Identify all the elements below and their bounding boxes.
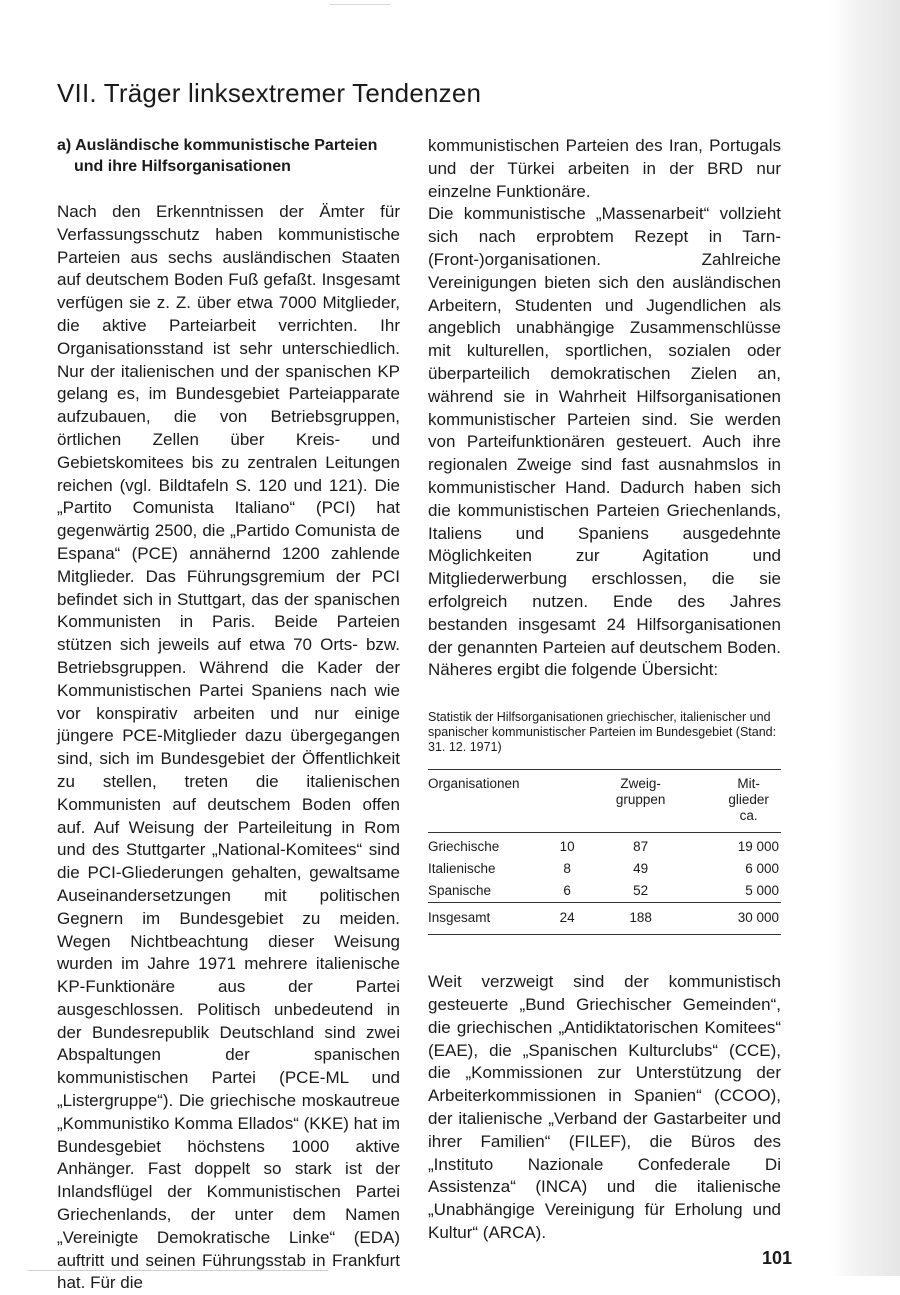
- table-row: [428, 858, 781, 880]
- total-members: 30 000: [737, 910, 779, 926]
- total-branches: 188: [629, 910, 652, 926]
- row-label: Spanische: [428, 883, 492, 899]
- table-caption: Statistik der Hilfsorganisationen griechischer, italienischer und spanischer kommunistischer Parteien im Bundesgebiet (Stand: 31. 12. 1971): [428, 710, 777, 755]
- table-row: [428, 833, 781, 859]
- chapter-title: VII. Träger linksextremer Tendenzen: [57, 78, 482, 108]
- table-total-row: [428, 903, 781, 935]
- header-branches: Zweig- gruppen: [615, 776, 666, 808]
- page-number: 101: [762, 1248, 793, 1268]
- right-column-paragraph-3: Weit verzweigt sind der kommunistisch gesteuerte „Bund Griechischer Gemeinden“, die griechischen „Antidiktatorischen Komitees“ (EAE), die „Spanischen Kulturclubs“ (CCE), die „Kommissionen zur Unterstützung der Arbeiterkommissionen in Spanien“ (CCOO), der italienische „Verband der Gastarbeiter und ihrer Familien“ (FILEF), die Büros des „Instituto Nazionale Confederale Di Assistenza“ (INCA) und die italienische „Unabhängige Vereinigung für Erholung und Kultur“ (ARCA).: [428, 972, 781, 1242]
- section-title-line2: und ihre Hilfsorganisationen: [74, 158, 291, 175]
- bottom-scan-mark: [28, 1270, 328, 1271]
- row-count: 10: [559, 839, 575, 855]
- row-branches: 49: [633, 861, 649, 877]
- section-title-line1: a) Ausländische kommunistische Parteien: [57, 137, 378, 154]
- right-column: [428, 135, 781, 1245]
- row-branches: 52: [633, 883, 649, 899]
- left-column: [57, 135, 400, 1295]
- row-label: Italienische: [428, 861, 496, 877]
- header-members: Mit- glieder ca.: [728, 776, 769, 824]
- top-scan-mark: [330, 4, 390, 5]
- table-header-row: [428, 770, 781, 833]
- section-title: [57, 135, 400, 177]
- row-branches: 87: [633, 839, 649, 855]
- right-column-paragraph-1: kommunistischen Parteien des Iran, Portugals und der Türkei arbeiten in der BRD nur einzelne Funktionäre.: [428, 136, 781, 201]
- row-count: 6: [563, 883, 571, 899]
- right-column-paragraph-2: Die kommunistische „Massenarbeit“ vollzieht sich nach erprobtem Rezept in Tarn-(Front-)organisationen. Zahlreiche Vereinigungen bieten sich den ausländischen Arbeitern, Studenten und Jugendlichen als angeblich unabhängige Zusammenschlüsse mit kulturellen, sportlichen, sozialen oder überparteilich demokratischen Zielen an, während sie in Wahrheit Hilfsorganisationen kommunistischer Parteien sind. Sie werden von Parteifunktionären gesteuert. Auch ihre regionalen Zweige sind fast ausnahmslos in kommunistischer Hand. Dadurch haben sich die kommunistischen Parteien Griechenlands, Italiens und Spaniens ausgedehnte Möglichkeiten zur Agitation und Mitgliederwerbung erschlossen, die sie erfolgreich nutzen. Ende des Jahres bestanden insgesamt 24 Hilfsorganisationen der genannten Parteien auf deutschem Boden. Näheres ergibt die folgende Übersicht:: [428, 204, 781, 680]
- row-members: 19 000: [737, 839, 779, 855]
- header-organisations: Organisationen: [428, 776, 520, 792]
- page-edge-shadow: [830, 0, 900, 1276]
- row-count: 8: [563, 861, 571, 877]
- row-members: 6 000: [745, 861, 779, 877]
- row-label: Griechische: [428, 839, 500, 855]
- statistics-table: [428, 769, 781, 935]
- total-count: 24: [559, 910, 575, 926]
- left-column-paragraph: Nach den Erkenntnissen der Ämter für Verfassungsschutz haben kommunistische Parteien aus sechs ausländischen Staaten auf deutschem Boden Fuß gefaßt. Insgesamt verfügen sie z. Z. über etwa 7000 Mitglieder, die aktive Parteiarbeit verrichten. Ihr Organisationsstand ist sehr unterschiedlich. Nur der italienischen und der spanischen KP gelang es, im Bundesgebiet Parteiapparate aufzubauen, die von Betriebsgruppen, örtlichen Zellen über Kreis- und Gebietskomitees bis zu zentralen Leitungen reichen (vgl. Bildtafeln S. 120 und 121). Die „Partito Comunista Italiano“ (PCI) hat gegenwärtig 2500, die „Partido Comunista de Espana“ (PCE) annähernd 1200 zahlende Mitglieder. Das Führungsgremium der PCI befindet sich in Stuttgart, das der spanischen Kommunisten in Paris. Beide Parteien stützen sich jeweils auf etwa 70 Orts- bzw. Betriebsgruppen. Während die Kader der Kommunistischen Partei Spaniens nach wie vor konspirativ arbeiten und nur einige jüngere PCE-Mitglieder dazu übergegangen sind, sich im Bundesgebiet der Öffentlichkeit zu stellen, treten die italienischen Kommunisten auf deutschem Boden offen auf. Auf Weisung der Parteileitung in Rom und des Stuttgarter „National-Komitees“ sind die PCI-Gliederungen gehalten, gewaltsame Auseinandersetzungen mit politischen Gegnern im Bundesgebiet zu meiden. Wegen Nichtbeachtung dieser Weisung wurden im Jahre 1971 mehrere italienische KP-Funktionäre aus der Partei ausgeschlossen. Politisch unbedeutend in der Bundesrepublik Deutschland sind zwei Abspaltungen der spanischen kommunistischen Partei (PCE-ML und „Listergruppe“). Die griechische moskautreue „Kommunistiko Komma Ellados“ (KKE) hat im Bundesgebiet höchstens 1000 aktive Anhänger. Fast doppelt so stark ist der Inlandsflügel der Kommunistischen Partei Griechenlands, der unter dem Namen „Vereinigte Demokratische Linke“ (EDA) auftritt und seinen Führungsstab in Frankfurt hat. Für die: [57, 202, 400, 1293]
- row-members: 5 000: [745, 883, 779, 899]
- total-label: Insgesamt: [428, 910, 491, 926]
- table-row: [428, 880, 781, 903]
